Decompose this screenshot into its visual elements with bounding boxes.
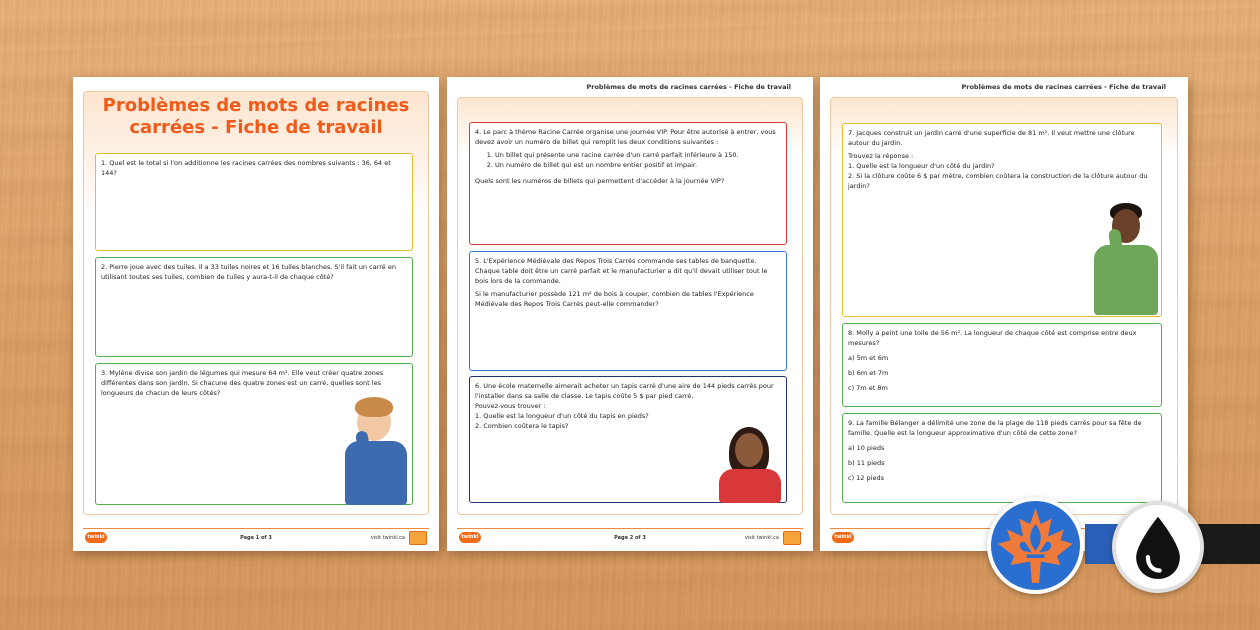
twinkl-logo: twinkl xyxy=(459,532,481,543)
question-5-intro: 5. L'Expérience Médiévale des Repos Trois Carrés commande ses tables de banquette. Chaque table doit être un carré parfait et le manufacturier a dit qu'il devait utiliser tout le bois lors de la commande. xyxy=(475,257,768,285)
site-link: visit twinkl.ca xyxy=(370,535,405,541)
maple-leaf-icon xyxy=(987,497,1084,594)
question-7-intro: 7. Jacques construit un jardin carré d'une superficie de 81 m². Il veut mettre une clôture autour du jardin. xyxy=(848,129,1135,147)
question-9-option: b) 11 pieds xyxy=(848,459,885,467)
fleur-de-lis-icon xyxy=(991,501,1080,590)
question-1-text: 1. Quel est le total si l'on additionne les racines carrées des nombres suivants : 36, 64 et 144? xyxy=(101,159,391,177)
question-6-part-a: 1. Quelle est la longueur d'un côté du tapis en pieds? xyxy=(475,412,649,420)
question-3-text: 3. Mylène divise son jardin de légumes qui mesure 64 m². Elle veut créer quatre zones différentes dans son jardin. Si chacune des quatre zones est un carré, quelles sont les longueurs de chacun de leurs côtés? xyxy=(101,369,384,397)
question-4-intro: 4. Le parc à thème Racine Carrée organise une journée VIP. Pour être autorisé à entrer, vous devez avoir un numéro de billet qui remplit les deux conditions suivantes : xyxy=(475,128,776,146)
page-number: Page 1 of 3 xyxy=(240,535,272,541)
page-title: Problèmes de mots de racines carrées - Fiche de travail xyxy=(102,95,410,138)
running-head: Problèmes de mots de racines carrées - Fiche de travail xyxy=(586,83,791,91)
question-7-part-a: 1. Quelle est la longueur d'un côté du jardin? xyxy=(848,162,995,170)
girl-illustration xyxy=(713,427,787,503)
question-4-question: Quels sont les numéros de billets qui permettent d'accéder à la journée VIP? xyxy=(475,177,725,185)
question-4-box xyxy=(469,122,787,245)
question-2-box xyxy=(95,257,413,357)
worksheet-page-1 xyxy=(73,77,439,551)
boy-illustration xyxy=(335,393,415,505)
worksheet-page-3 xyxy=(820,77,1188,551)
question-2-text: 2. Pierre joue avec des tuiles. Il a 33 tuiles noires et 16 tuiles blanches. S'il fait un carré en utilisant toutes ses tuiles, combien de tuiles y aura-t-il de chaque côté? xyxy=(101,263,396,281)
twinkl-logo: twinkl xyxy=(832,532,854,543)
question-8-box xyxy=(842,323,1162,407)
question-8-option: b) 6m et 7m xyxy=(848,369,889,377)
question-6-intro: 6. Une école maternelle aimerait acheter un tapis carré d'une aire de 144 pieds carrés pour l'installer dans sa salle de classe. Le tapis coûte 5 $ par pied carré. xyxy=(475,382,774,400)
question-8-option: a) 5m et 6m xyxy=(848,354,889,362)
question-6-part-b: 2. Combien coûtera le tapis? xyxy=(475,422,569,430)
question-8-option: c) 7m et 8m xyxy=(848,384,888,392)
ink-drop-icon xyxy=(1112,501,1204,593)
question-8-intro: 8. Molly a peint une toile de 56 m². La longueur de chaque côté est comprise entre deux mesures? xyxy=(848,329,1137,347)
question-9-option: a) 10 pieds xyxy=(848,444,885,452)
teen-illustration xyxy=(1088,199,1162,315)
running-head: Problèmes de mots de racines carrées - Fiche de travail xyxy=(961,83,1166,91)
twinkl-badge-icon xyxy=(783,531,801,545)
question-7-part-b: 2. Si la clôture coûte 6 $ par mètre, combien coûtera la construction de la clôture autour du jardin? xyxy=(848,172,1148,190)
question-4-condition: 2. Un numéro de billet qui est un nombre entier positif et impair. xyxy=(495,160,781,170)
question-5-box xyxy=(469,251,787,371)
worksheet-page-2 xyxy=(447,77,813,551)
question-9-box xyxy=(842,413,1162,503)
twinkl-badge-icon xyxy=(409,531,427,545)
question-1-box xyxy=(95,153,413,251)
question-9-option: c) 12 pieds xyxy=(848,474,884,482)
question-9-intro: 9. La famille Bélanger a délimité une zone de la plage de 118 pieds carrés pour sa fête de famille. Quelle est la longueur approximative d'un côté de cette zone? xyxy=(848,419,1142,437)
twinkl-logo: twinkl xyxy=(85,532,107,543)
question-4-condition: 1. Un billet qui présente une racine carrée d'un carré parfait inférieure à 150. xyxy=(495,150,781,160)
question-5-question: Si le manufacturier possède 121 m² de bois à couper, combien de tables l'Expérience Médiévale des Repos Trois Carrés peut-elle commander? xyxy=(475,290,754,308)
question-6-prompt: Pouvez-vous trouver : xyxy=(475,402,546,410)
site-link: visit twinkl.ca xyxy=(744,535,779,541)
page-number: Page 2 of 3 xyxy=(614,535,646,541)
question-7-prompt: Trouvez la réponse : xyxy=(848,152,914,160)
